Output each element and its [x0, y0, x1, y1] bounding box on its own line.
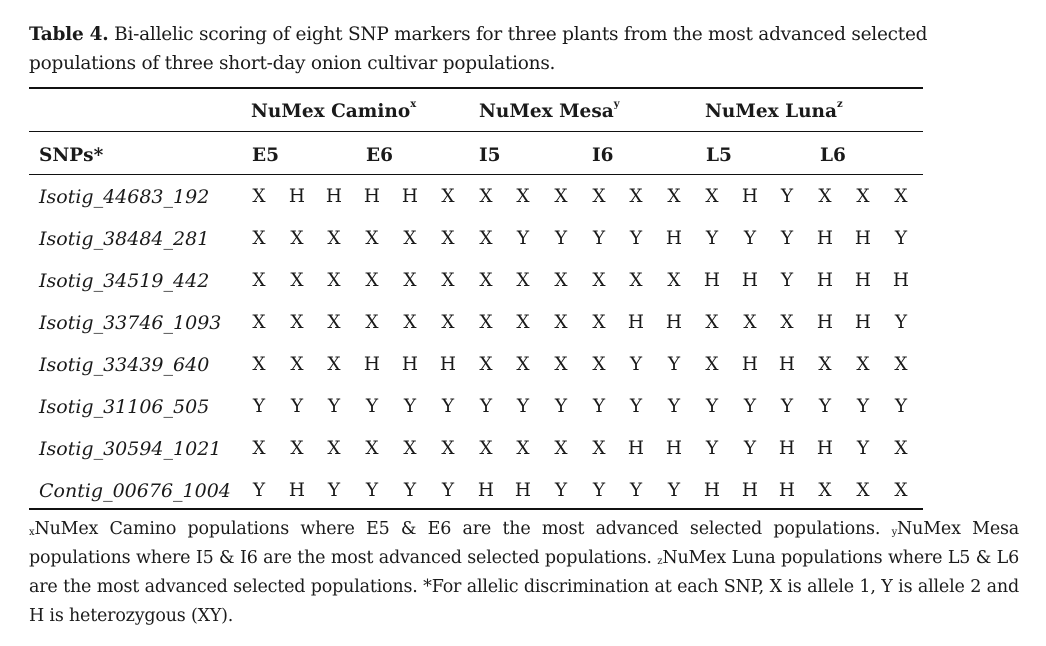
allele-call: X — [856, 480, 870, 501]
population-header-i6: I6 — [592, 145, 614, 166]
allele-call: H — [401, 186, 419, 207]
population-header-i5: I5 — [479, 145, 501, 166]
allele-call: Y — [327, 480, 341, 501]
table-footnote — [29, 515, 1019, 631]
allele-call: Y — [403, 480, 417, 501]
footnote-z-mark: z — [657, 556, 663, 567]
allele-call: X — [290, 312, 304, 333]
allele-call: X — [516, 186, 530, 207]
allele-call: Y — [516, 396, 530, 417]
allele-call: Y — [629, 480, 643, 501]
allele-call: Y — [441, 480, 455, 501]
allele-call: X — [554, 186, 568, 207]
allele-call: H — [363, 354, 381, 375]
allele-call: Y — [441, 396, 455, 417]
allele-call: X — [403, 438, 417, 459]
bottom-rule — [29, 508, 923, 510]
allele-call: Y — [629, 396, 643, 417]
allele-call: X — [894, 186, 908, 207]
allele-call: X — [252, 312, 266, 333]
allele-call: X — [441, 438, 455, 459]
allele-call: X — [667, 186, 681, 207]
allele-call: H — [401, 354, 419, 375]
allele-call: H — [703, 270, 721, 291]
allele-call: Y — [554, 396, 568, 417]
allele-call: H — [741, 480, 759, 501]
allele-call: X — [780, 312, 794, 333]
allele-call: H — [816, 438, 834, 459]
allele-call: X — [365, 438, 379, 459]
footnote-y-text: NuMex Mesa populations where I5 & I6 are the most advanced selected populations. — [29, 519, 1019, 568]
footnote-x-mark: x — [29, 527, 35, 538]
allele-call: X — [592, 270, 606, 291]
allele-call: X — [592, 438, 606, 459]
footnote-x-text: NuMex Camino populations where E5 & E6 are the most advanced selected populations. — [34, 519, 892, 539]
allele-call: H — [892, 270, 910, 291]
population-header-e6: E6 — [366, 145, 393, 166]
allele-call: X — [441, 228, 455, 249]
allele-call: X — [252, 270, 266, 291]
allele-call: X — [479, 354, 493, 375]
allele-call: X — [403, 270, 417, 291]
allele-call: X — [705, 186, 719, 207]
population-header-l6: L6 — [820, 145, 846, 166]
allele-call: H — [477, 480, 495, 501]
allele-call: Y — [516, 228, 530, 249]
allele-call: H — [741, 270, 759, 291]
allele-call: Y — [667, 480, 681, 501]
allele-call: H — [627, 312, 645, 333]
allele-call: X — [894, 438, 908, 459]
allele-call: X — [629, 186, 643, 207]
allele-call: H — [325, 186, 343, 207]
allele-call: Y — [743, 438, 757, 459]
allele-call: H — [816, 228, 834, 249]
allele-call: X — [743, 312, 757, 333]
group-header-camino: NuMex Camino$^x$ — [251, 99, 417, 122]
allele-call: X — [592, 354, 606, 375]
allele-call: X — [516, 312, 530, 333]
allele-call: X — [403, 312, 417, 333]
allele-call: X — [441, 312, 455, 333]
allele-call: X — [327, 228, 341, 249]
group-header-mesa: NuMex Mesa$^y$ — [479, 99, 620, 122]
allele-call: Y — [856, 438, 870, 459]
allele-call: X — [479, 270, 493, 291]
allele-call: Y — [894, 312, 908, 333]
allele-call: X — [894, 480, 908, 501]
allele-call: X — [554, 270, 568, 291]
snp-name: Isotig_44683_192 — [39, 186, 210, 208]
snp-name: Isotig_38484_281 — [39, 228, 210, 250]
allele-call: H — [627, 438, 645, 459]
allele-call: H — [514, 480, 532, 501]
allele-call: H — [816, 312, 834, 333]
allele-call: X — [818, 354, 832, 375]
allele-call: X — [667, 270, 681, 291]
allele-call: X — [554, 438, 568, 459]
allele-call: H — [288, 186, 306, 207]
snp-name: Isotig_33746_1093 — [39, 312, 222, 334]
allele-call: X — [856, 186, 870, 207]
allele-call: X — [479, 186, 493, 207]
allele-call: X — [516, 270, 530, 291]
snp-name: Isotig_33439_640 — [39, 354, 210, 376]
allele-call: H — [816, 270, 834, 291]
allele-call: Y — [252, 396, 266, 417]
allele-call: Y — [629, 354, 643, 375]
allele-call: X — [441, 186, 455, 207]
allele-call: Y — [780, 228, 794, 249]
allele-call: Y — [592, 396, 606, 417]
allele-call: H — [363, 186, 381, 207]
allele-call: Y — [818, 396, 832, 417]
allele-call: X — [252, 186, 266, 207]
allele-call: Y — [554, 228, 568, 249]
allele-call: H — [778, 354, 796, 375]
allele-call: Y — [252, 480, 266, 501]
allele-call: H — [854, 270, 872, 291]
allele-call: Y — [290, 396, 304, 417]
allele-call: Y — [479, 396, 493, 417]
snp-name: Isotig_31106_505 — [39, 396, 210, 418]
allele-call: Y — [780, 396, 794, 417]
allele-call: Y — [592, 228, 606, 249]
allele-call: X — [252, 438, 266, 459]
allele-call: X — [516, 354, 530, 375]
table-label: Table 4. — [29, 24, 109, 45]
allele-call: X — [252, 354, 266, 375]
allele-call: X — [327, 312, 341, 333]
allele-call: X — [365, 270, 379, 291]
allele-call: X — [629, 270, 643, 291]
allele-call: Y — [629, 228, 643, 249]
header-rule — [29, 174, 923, 175]
allele-call: X — [290, 438, 304, 459]
allele-call: X — [592, 186, 606, 207]
allele-call: X — [327, 438, 341, 459]
allele-call: H — [665, 312, 683, 333]
allele-call: X — [441, 270, 455, 291]
allele-call: X — [592, 312, 606, 333]
allele-call: H — [854, 312, 872, 333]
allele-call: X — [252, 228, 266, 249]
allele-call: X — [403, 228, 417, 249]
allele-call: Y — [667, 396, 681, 417]
allele-call: Y — [705, 396, 719, 417]
allele-call: H — [703, 480, 721, 501]
snp-name: Isotig_34519_442 — [39, 270, 210, 292]
allele-call: Y — [667, 354, 681, 375]
allele-call: Y — [894, 228, 908, 249]
allele-call: X — [327, 270, 341, 291]
allele-call: X — [365, 228, 379, 249]
allele-call: Y — [705, 438, 719, 459]
snp-name: Contig_00676_1004 — [39, 480, 231, 502]
allele-call: X — [818, 186, 832, 207]
allele-call: Y — [554, 480, 568, 501]
allele-call: Y — [856, 396, 870, 417]
allele-call: X — [705, 312, 719, 333]
table-caption — [29, 20, 1024, 78]
allele-call: Y — [403, 396, 417, 417]
allele-call: X — [516, 438, 530, 459]
allele-call: H — [665, 228, 683, 249]
group-rule — [29, 131, 923, 132]
allele-call: H — [665, 438, 683, 459]
allele-call: H — [288, 480, 306, 501]
allele-call: X — [290, 228, 304, 249]
population-header-l5: L5 — [706, 145, 732, 166]
allele-call: X — [479, 438, 493, 459]
allele-call: X — [705, 354, 719, 375]
allele-call: X — [327, 354, 341, 375]
allele-call: X — [818, 480, 832, 501]
footnote-y-mark: y — [891, 527, 898, 538]
allele-call: X — [290, 270, 304, 291]
allele-call: X — [479, 228, 493, 249]
group-header-luna: NuMex Luna$^z$ — [705, 99, 843, 122]
allele-call: Y — [743, 228, 757, 249]
allele-call: Y — [365, 480, 379, 501]
allele-call: X — [365, 312, 379, 333]
allele-call: H — [741, 354, 759, 375]
allele-call: Y — [780, 270, 794, 291]
allele-call: Y — [705, 228, 719, 249]
allele-call: H — [854, 228, 872, 249]
allele-call: X — [290, 354, 304, 375]
allele-call: H — [439, 354, 457, 375]
allele-call: Y — [327, 396, 341, 417]
allele-call: X — [554, 312, 568, 333]
allele-call: Y — [743, 396, 757, 417]
snps-column-header: SNPs* — [39, 145, 104, 166]
footnote-z-text: NuMex Luna populations where L5 & L6 are the most advanced selected populations. *For allelic discrimination at each SNP, X is allele 1, Y is allele 2 and H is heterozygous (XY). — [29, 548, 1020, 626]
snp-name: Isotig_30594_1021 — [39, 438, 222, 460]
allele-call: Y — [365, 396, 379, 417]
allele-call: X — [554, 354, 568, 375]
allele-call: X — [894, 354, 908, 375]
allele-call: H — [741, 186, 759, 207]
table-title: Bi-allelic scoring of eight SNP markers for three plants from the most advanced selected populations of three short-day onion cultivar populations. — [29, 24, 928, 74]
allele-call: X — [479, 312, 493, 333]
allele-call: H — [778, 480, 796, 501]
population-header-e5: E5 — [252, 145, 279, 166]
top-rule — [29, 87, 923, 89]
allele-call: Y — [592, 480, 606, 501]
allele-call: X — [856, 354, 870, 375]
allele-call: H — [778, 438, 796, 459]
allele-call: Y — [894, 396, 908, 417]
allele-call: Y — [780, 186, 794, 207]
